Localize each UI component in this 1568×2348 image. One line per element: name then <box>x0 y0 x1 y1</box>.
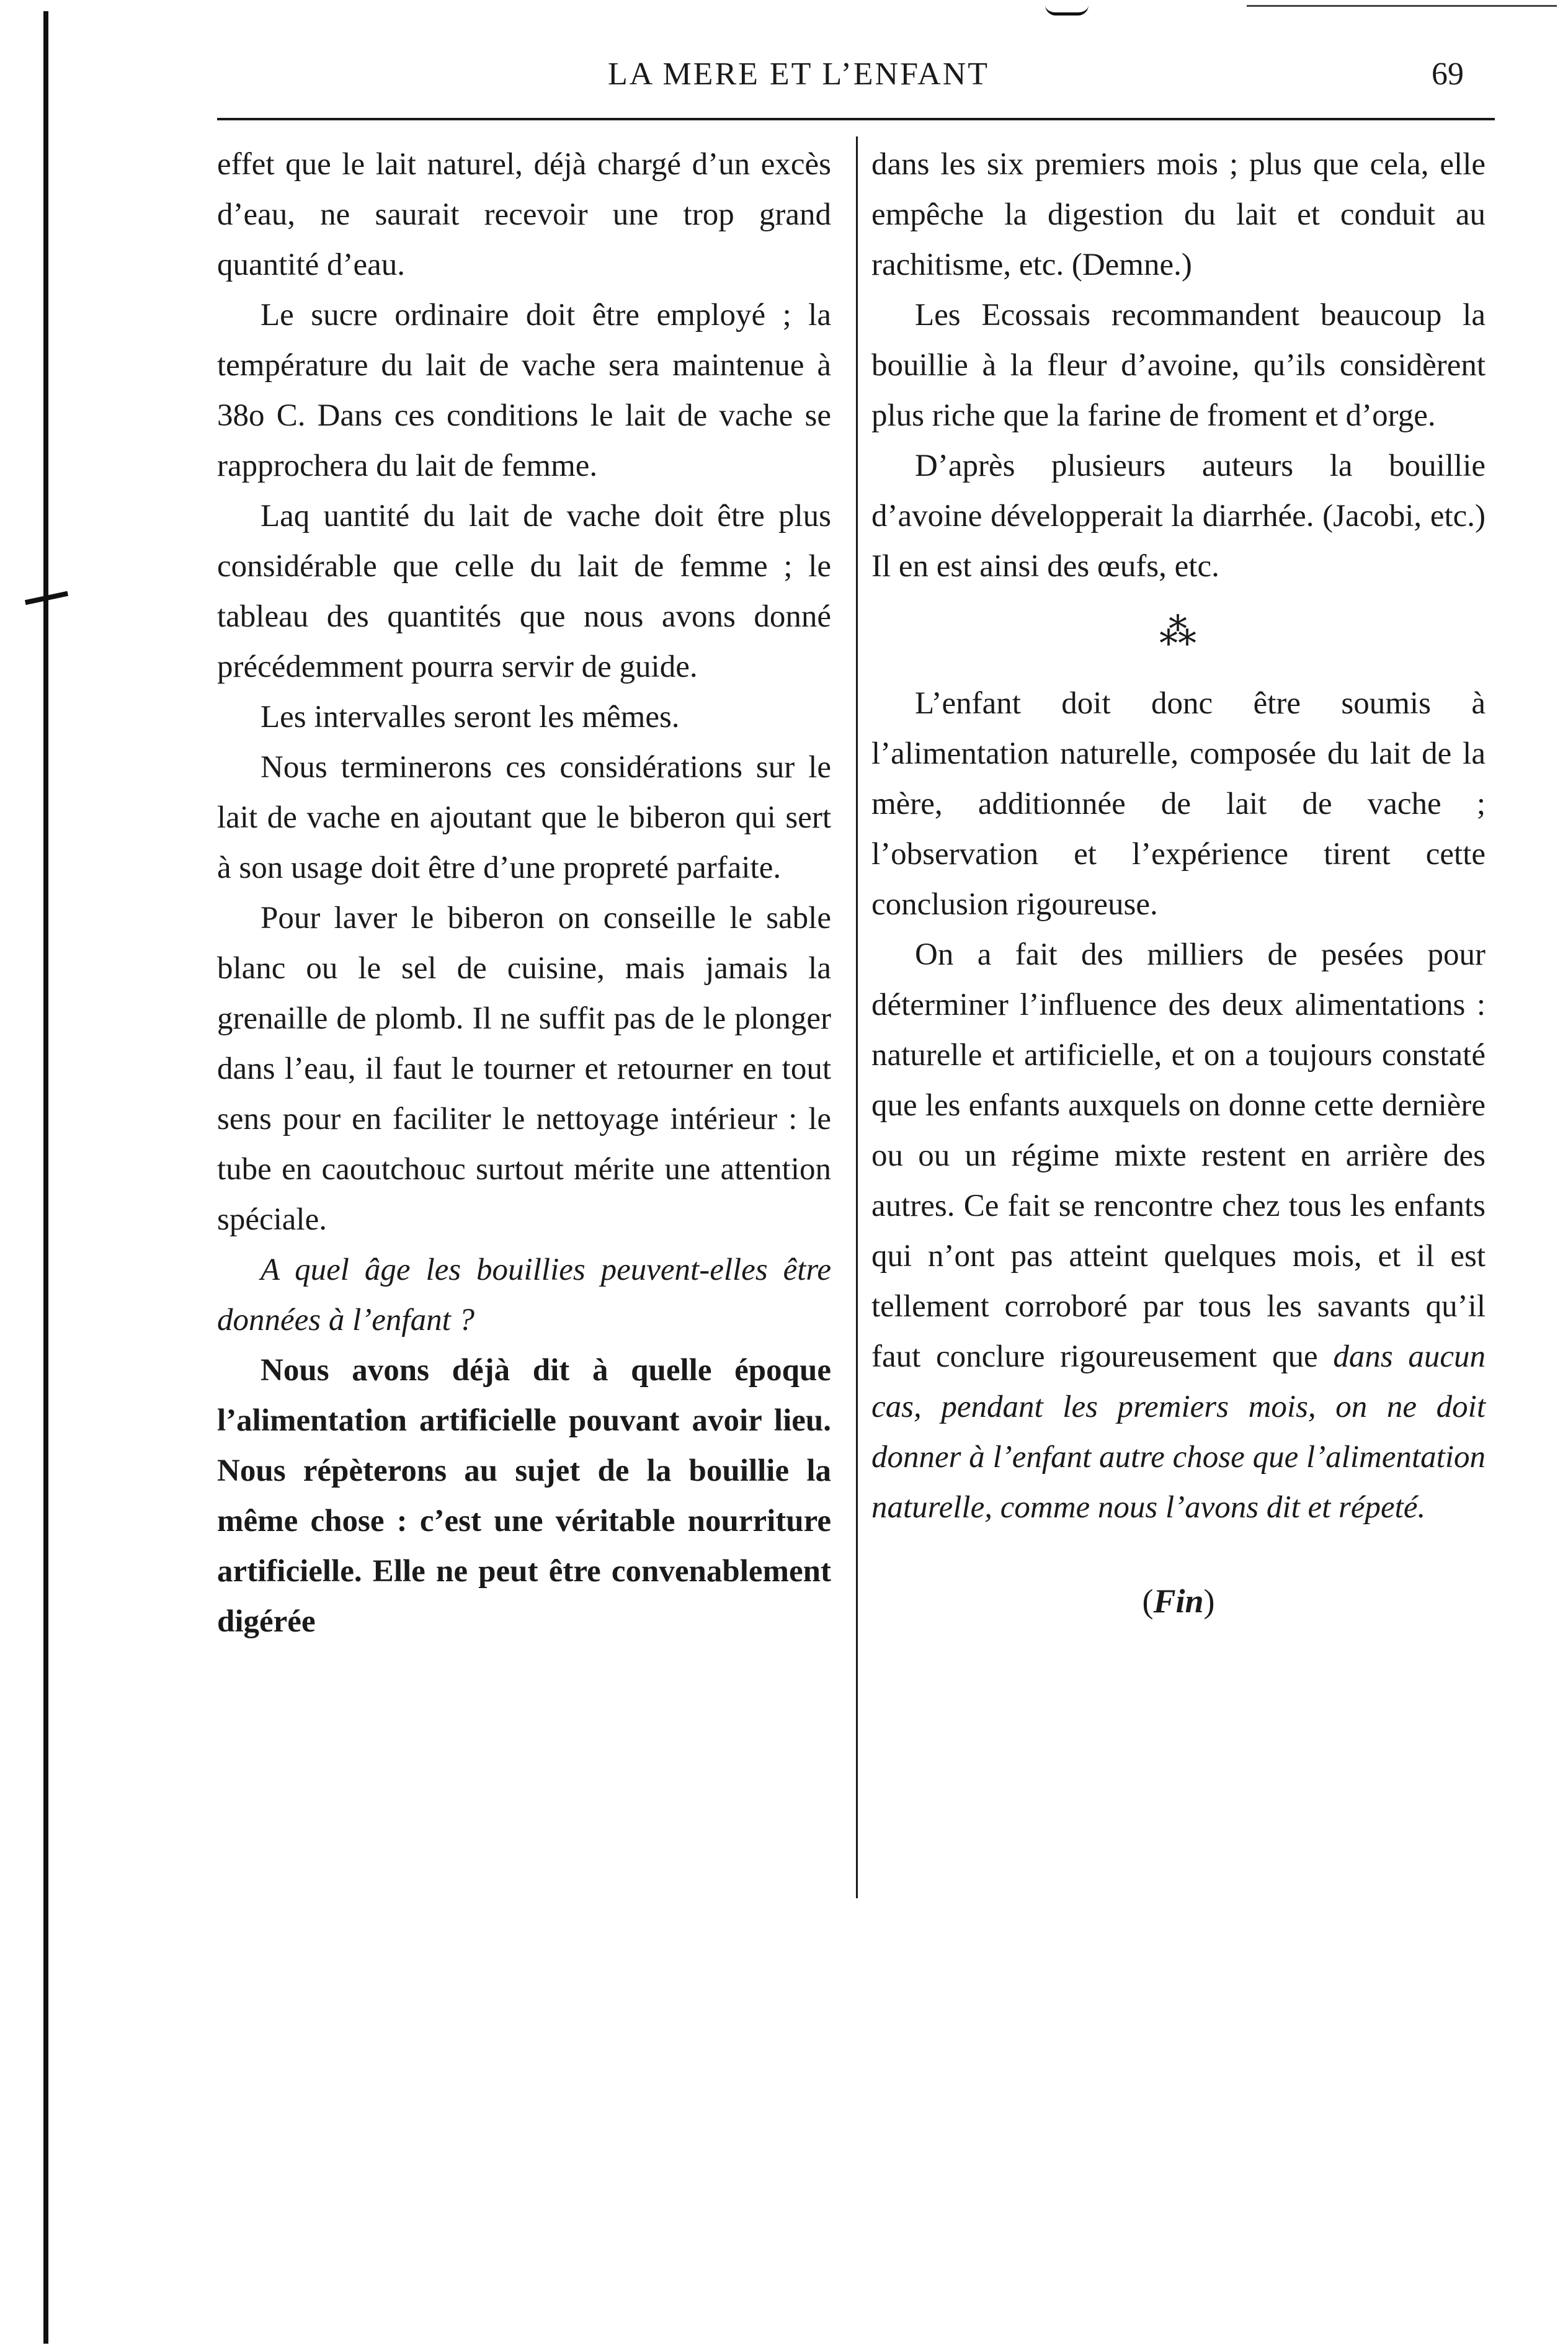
paragraph: D’après plusieurs auteurs la bouillie d’avoine développerait la diarrhée. (Jacobi, etc.) Il en est ainsi des œufs, etc. <box>871 449 1486 584</box>
running-title: LA MERE ET L’ENFANT <box>608 56 990 92</box>
end-mark-open: ( <box>1142 1582 1154 1620</box>
left-column <box>217 140 831 1647</box>
paragraph <box>871 930 1486 1533</box>
paragraph: Nous avons déjà dit à quelle époque l’alimentation artificielle pouvant avoir lieu. Nous répèterons au sujet de la bouillie la même chose : c’est une véritable nourriture artificielle. Elle ne peut être convenablement digérée <box>217 1353 831 1639</box>
header-rule <box>217 118 1495 120</box>
section-question: A quel âge les bouillies peuvent-elles être données à l’enfant ? <box>217 1252 831 1337</box>
paragraph-italic-text: dans aucun cas, pendant les premiers mois, on ne doit donner à l’enfant autre chose que l’alimentation naturelle, comme nous l’avons dit et répeté. <box>871 1339 1486 1525</box>
paragraph: dans les six premiers mois ; plus que cela, elle empêche la digestion du lait et conduit au rachitisme, etc. (Demne.) <box>871 147 1486 282</box>
paragraph: effet que le lait naturel, déjà chargé d’un excès d’eau, ne saurait recevoir une trop grand quantité d’eau. <box>217 147 831 282</box>
right-column <box>871 140 1486 1627</box>
page-number: 69 <box>1432 56 1464 92</box>
page-header <box>217 56 1464 105</box>
scan-rule <box>1247 5 1557 7</box>
paragraph: Les intervalles seront les mêmes. <box>261 700 680 734</box>
paragraph: Le sucre ordinaire doit être employé ; la température du lait de vache sera maintenue à 38o C. Dans ces conditions le lait de vache se rapprochera du lait de femme. <box>217 298 831 483</box>
end-mark-close: ) <box>1203 1582 1215 1620</box>
paragraph: Pour laver le biberon on conseille le sable blanc ou le sel de cuisine, mais jamais la grenaille de plomb. Il ne suffit pas de le plonger dans l’eau, il faut le tourner et retourner en tout sens pour en faciliter le nettoyage intérieur : le tube en caoutchouc surtout mérite une attention spéciale. <box>217 901 831 1237</box>
paragraph: Laq uantité du lait de vache doit être plus considérable que celle du lait de femme ; le tableau des quantités que nous avons donné précédemment pourra servir de guide. <box>217 499 831 684</box>
end-mark-word: Fin <box>1153 1582 1204 1620</box>
end-mark <box>871 1576 1486 1627</box>
paragraph: Nous terminerons ces considérations sur le lait de vache en ajoutant que le biberon qui sert à son usage doit être d’une propreté parfaite. <box>217 750 831 885</box>
column-divider <box>856 136 858 1898</box>
asterism: ⁂ <box>1159 612 1198 653</box>
paragraph: L’enfant doit donc être soumis à l’alimentation naturelle, composée du lait de la mère, additionnée de lait de vache ; l’observation et l’expérience tirent cette conclusion rigoureuse. <box>871 686 1486 922</box>
paragraph: Les Ecossais recommandent beaucoup la bouillie à la fleur d’avoine, qu’ils considèrent plus riche que la farine de froment et d’orge. <box>871 298 1486 433</box>
page-edge-artifact <box>43 11 48 2344</box>
paragraph-text: On a fait des milliers de pesées pour déterminer l’influence des deux alimentations : naturelle et artificielle, et on a toujours constaté que les enfants auxquels on donne cette dernière ou ou un régime mixte restent en arrière des autres. Ce fait se rencontre chez tous les enfants qui n’ont pas atteint quelques mois, et il est tellement corroboré par tous les savants qu’il faut conclure rigoureusement que <box>871 937 1486 1374</box>
scan-mark <box>1045 5 1089 16</box>
